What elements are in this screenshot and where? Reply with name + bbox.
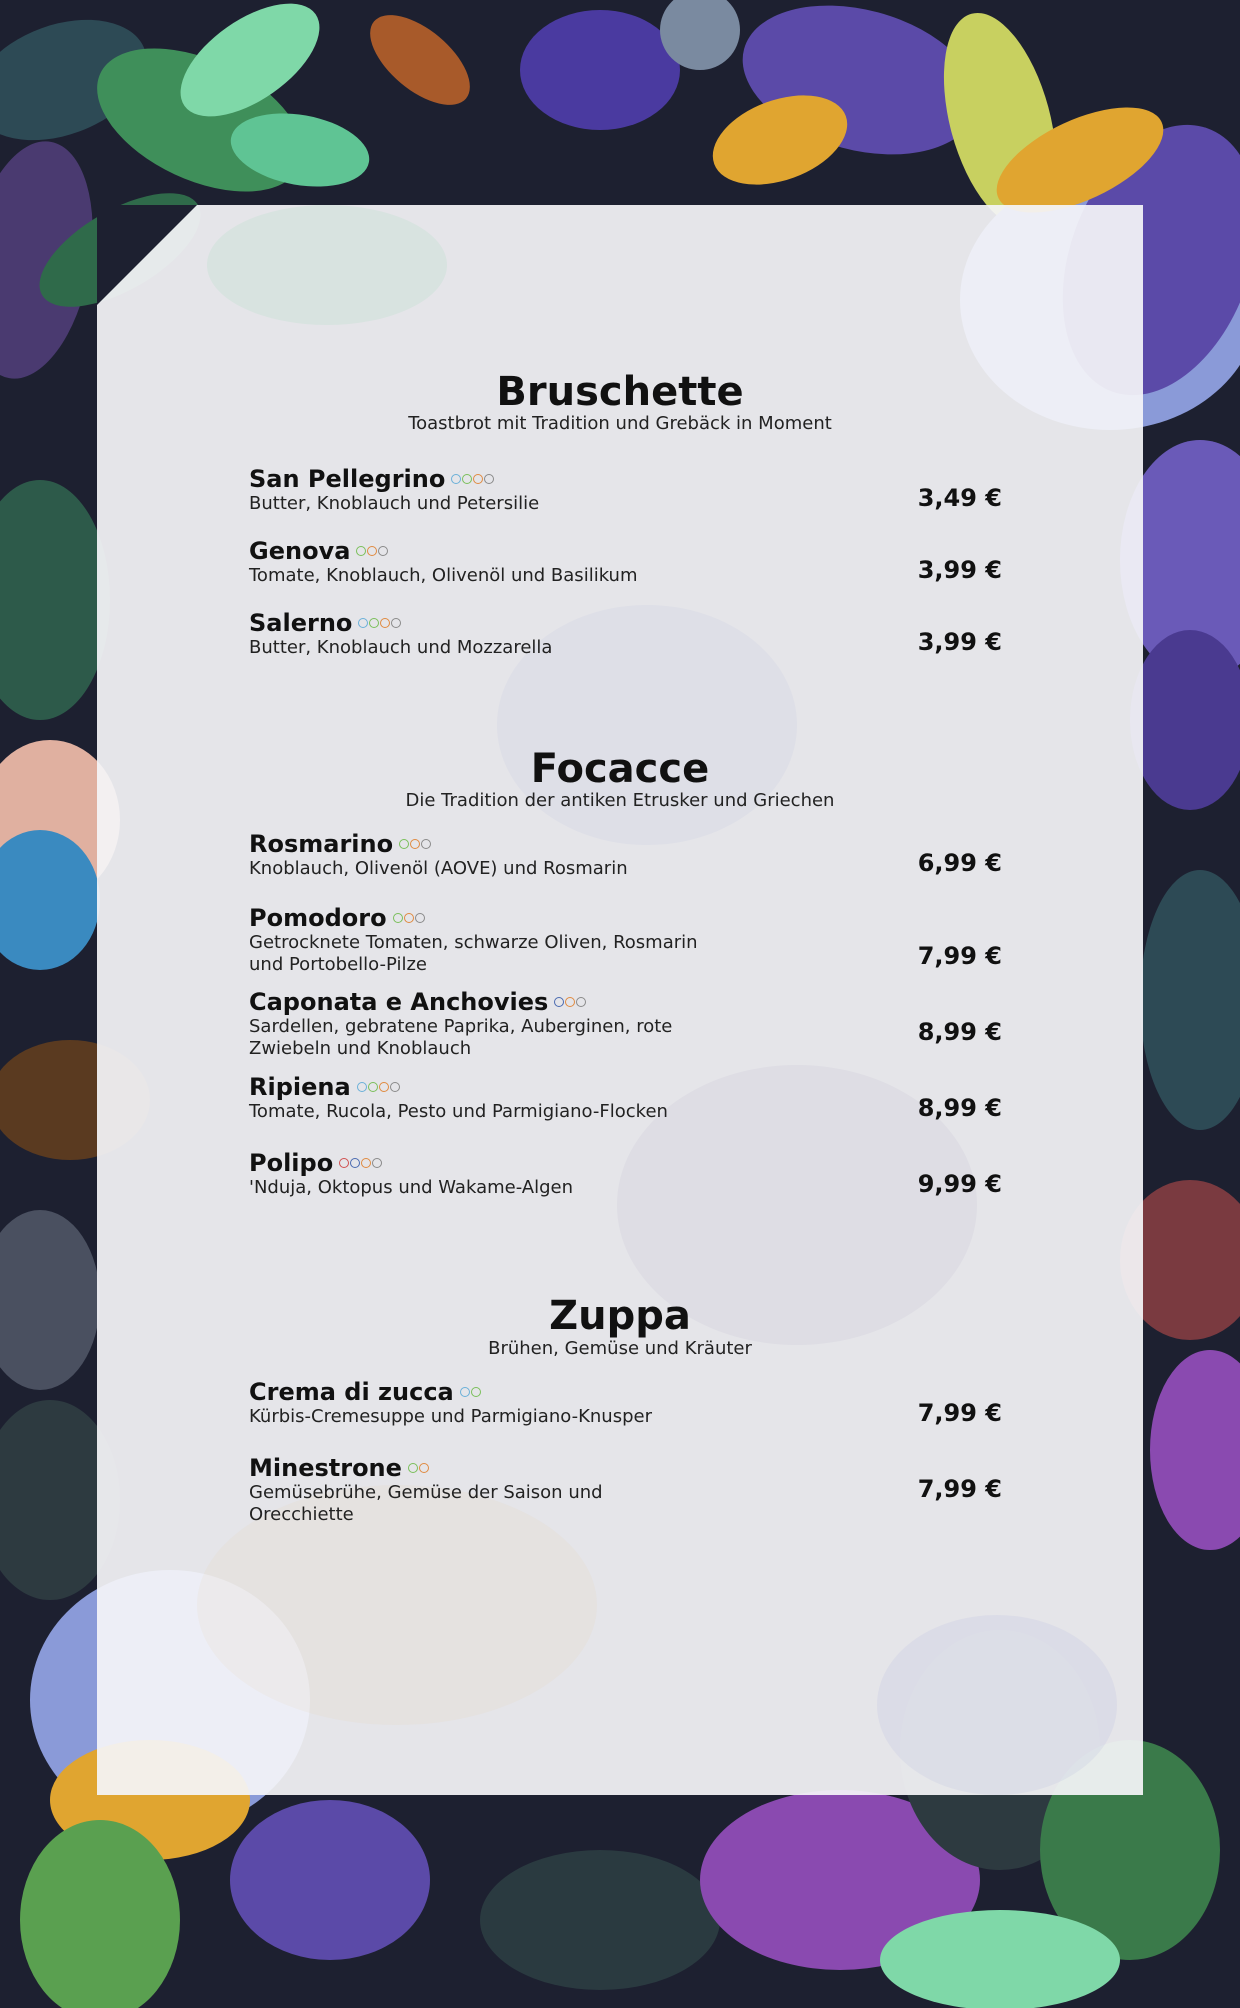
allergen-orange-icon [379, 1082, 389, 1092]
menu-item-price: 8,99 € [917, 1094, 1002, 1122]
menu-item-name: San Pellegrino [249, 465, 446, 493]
allergen-orange-icon [361, 1158, 371, 1168]
menu-item-description: 'Nduja, Oktopus und Wakame-Algen [249, 1177, 574, 1198]
allergen-icons [339, 1158, 382, 1168]
allergen-green-icon [462, 474, 472, 484]
allergen-icons [399, 839, 431, 849]
allergen-icons [393, 913, 425, 923]
allergen-icons [357, 1082, 400, 1092]
menu-item [249, 465, 1002, 515]
section-title-zuppa: Zuppa [549, 1293, 691, 1339]
menu-item-name: Minestrone [249, 1454, 402, 1482]
allergen-grey-icon [484, 474, 494, 484]
allergen-icons [554, 997, 586, 1007]
allergen-icons [451, 474, 494, 484]
allergen-green-icon [393, 913, 403, 923]
menu-item-description: Getrocknete Tomaten, schwarze Oliven, Rosmarin und Portobello-Pilze [249, 932, 698, 975]
menu-item-description: Sardellen, gebratene Paprika, Auberginen, rote Zwiebeln und Knoblauch [249, 1016, 673, 1059]
allergen-grey-icon [390, 1082, 400, 1092]
menu-item [249, 904, 1002, 976]
allergen-orange-icon [380, 618, 390, 628]
menu-item-price: 7,99 € [917, 942, 1002, 970]
section-title-bruschette: Bruschette [496, 369, 744, 415]
allergen-green-icon [471, 1387, 481, 1397]
menu-item-price: 6,99 € [917, 849, 1002, 877]
menu-item [249, 1454, 1002, 1526]
menu-item [249, 1149, 1002, 1199]
menu-item [249, 537, 1002, 587]
menu-item-name: Crema di zucca [249, 1378, 454, 1406]
allergen-blue-icon [357, 1082, 367, 1092]
allergen-icons [358, 618, 401, 628]
allergen-icons [408, 1463, 429, 1473]
menu-item [249, 988, 1002, 1060]
allergen-blue-icon [451, 474, 461, 484]
menu-item-name: Rosmarino [249, 830, 394, 858]
menu-item-name: Salerno [249, 609, 353, 637]
menu-item-name: Caponata e Anchovies [249, 988, 549, 1016]
allergen-green-icon [356, 546, 366, 556]
menu-item-price: 3,49 € [917, 484, 1002, 512]
menu-item-price: 3,99 € [917, 556, 1002, 584]
menu-item-description: Tomate, Knoblauch, Olivenöl und Basilikum [249, 565, 638, 586]
allergen-icons [356, 546, 388, 556]
section-subtitle-zuppa: Brühen, Gemüse und Kräuter [488, 1338, 752, 1359]
allergen-green-icon [368, 1082, 378, 1092]
section-title-focacce: Focacce [530, 746, 710, 792]
menu-item [249, 1378, 1002, 1428]
allergen-grey-icon [576, 997, 586, 1007]
menu-item-name: Polipo [249, 1149, 334, 1177]
allergen-grey-icon [391, 618, 401, 628]
menu-item [249, 609, 1002, 659]
menu-item-description: Butter, Knoblauch und Petersilie [249, 493, 540, 514]
allergen-blue-icon [358, 618, 368, 628]
menu-item [249, 1073, 1002, 1123]
allergen-green-icon [408, 1463, 418, 1473]
allergen-orange-icon [404, 913, 414, 923]
section-subtitle-bruschette: Toastbrot mit Tradition und Grebäck in Moment [408, 413, 832, 434]
allergen-orange-icon [565, 997, 575, 1007]
menu-item-price: 8,99 € [917, 1018, 1002, 1046]
allergen-blue-icon [460, 1387, 470, 1397]
allergen-green-icon [399, 839, 409, 849]
allergen-grey-icon [421, 839, 431, 849]
allergen-grey-icon [415, 913, 425, 923]
allergen-grey-icon [378, 546, 388, 556]
menu-item-description: Kürbis-Cremesuppe und Parmigiano-Knusper [249, 1406, 652, 1427]
menu-item-price: 7,99 € [917, 1475, 1002, 1503]
allergen-navy-icon [350, 1158, 360, 1168]
menu-item-price: 9,99 € [917, 1170, 1002, 1198]
menu-item-price: 7,99 € [917, 1399, 1002, 1427]
allergen-orange-icon [367, 546, 377, 556]
menu-item-description: Gemüsebrühe, Gemüse der Saison und Orecchiette [249, 1482, 603, 1525]
allergen-red-icon [339, 1158, 349, 1168]
menu-item-description: Tomate, Rucola, Pesto und Parmigiano-Flocken [249, 1101, 668, 1122]
menu-item-name: Ripiena [249, 1073, 351, 1101]
menu-item-price: 3,99 € [917, 628, 1002, 656]
allergen-navy-icon [554, 997, 564, 1007]
allergen-orange-icon [473, 474, 483, 484]
allergen-green-icon [369, 618, 379, 628]
menu-item-description: Knoblauch, Olivenöl (AOVE) und Rosmarin [249, 858, 628, 879]
section-subtitle-focacce: Die Tradition der antiken Etrusker und Griechen [405, 790, 835, 811]
menu-item-name: Genova [249, 537, 351, 565]
menu-item-name: Pomodoro [249, 904, 387, 932]
allergen-orange-icon [419, 1463, 429, 1473]
allergen-orange-icon [410, 839, 420, 849]
menu-item [249, 830, 1002, 880]
allergen-icons [460, 1387, 481, 1397]
allergen-grey-icon [372, 1158, 382, 1168]
menu-item-description: Butter, Knoblauch und Mozzarella [249, 637, 553, 658]
